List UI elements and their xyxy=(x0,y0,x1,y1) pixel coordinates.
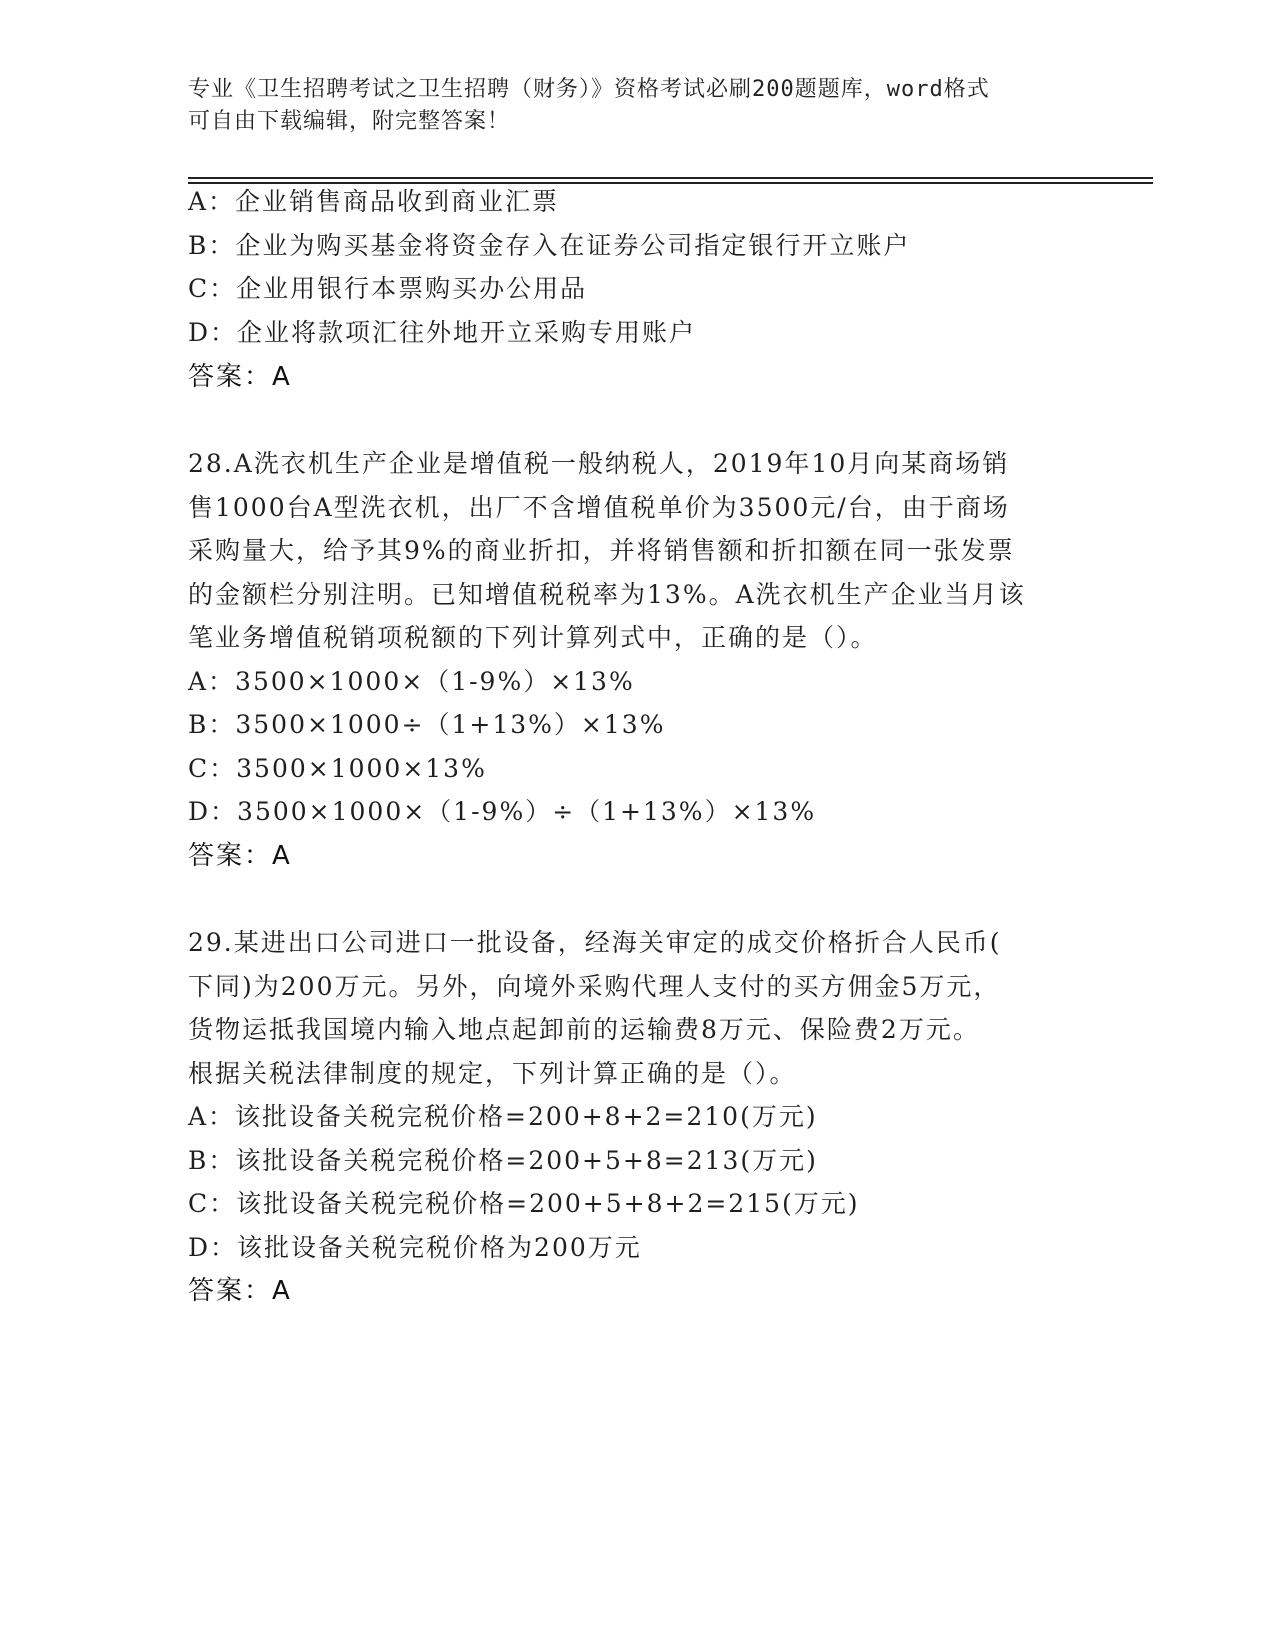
question-stem-line: 29.某进出口公司进口一批设备，经海关审定的成交价格折合人民币( xyxy=(188,928,1002,957)
question-stem-line: 采购量大，给予其9%的商业折扣，并将销售额和折扣额在同一张发票 xyxy=(188,536,1015,565)
option-a: A：3500×1000×（1-9%）×13% xyxy=(188,667,635,696)
document-header xyxy=(188,74,1068,138)
option-d: D：该批设备关税完税价格为200万元 xyxy=(188,1233,642,1262)
header-divider-bottom xyxy=(188,182,1153,184)
header-divider-top xyxy=(188,177,1153,179)
option-b: B：企业为购买基金将资金存入在证券公司指定银行开立账户 xyxy=(188,231,911,260)
option-c: C：该批设备关税完税价格=200+5+8+2=215(万元) xyxy=(188,1189,860,1218)
question-stem-line: 售1000台A型洗衣机，出厂不含增值税单价为3500元/台，由于商场 xyxy=(188,493,1010,522)
question-stem-line: 货物运抵我国境内输入地点起卸前的运输费8万元、保险费2万元。 xyxy=(188,1015,980,1044)
question-stem-line: 下同)为200万元。另外，向境外采购代理人支付的买方佣金5万元， xyxy=(188,972,1001,1001)
header-title-line-2: 可自由下载编辑，附完整答案！ xyxy=(188,109,511,134)
option-d: D：企业将款项汇往外地开立采购专用账户 xyxy=(188,318,697,347)
question-stem-line: 根据关税法律制度的规定，下列计算正确的是（）。 xyxy=(188,1059,797,1088)
option-d: D：3500×1000×（1-9%）÷（1+13%）×13% xyxy=(188,797,817,826)
option-b: B：3500×1000÷（1+13%）×13% xyxy=(188,710,666,739)
option-c: C：3500×1000×13% xyxy=(188,754,487,783)
question-stem-line: 的金额栏分别注明。已知增值税税率为13%。A洗衣机生产企业当月该 xyxy=(188,580,1026,609)
answer-label: 答案：A xyxy=(188,841,292,871)
option-a: A：该批设备关税完税价格=200+8+2=210(万元) xyxy=(188,1102,818,1131)
option-a: A：企业销售商品收到商业汇票 xyxy=(188,187,560,216)
question-stem-line: 28.A洗衣机生产企业是增值税一般纳税人，2019年10月向某商场销 xyxy=(188,449,1010,478)
header-title-line-1: 专业《卫生招聘考试之卫生招聘（财务）》资格考试必刷200题题库，word格式 xyxy=(188,77,990,102)
option-c: C：企业用银行本票购买办公用品 xyxy=(188,274,588,303)
option-b: B：该批设备关税完税价格=200+5+8=213(万元) xyxy=(188,1146,818,1175)
answer-label: 答案：A xyxy=(188,1276,292,1306)
answer-label: 答案：A xyxy=(188,362,292,392)
question-stem-line: 笔业务增值税销项税额的下列计算列式中，正确的是（）。 xyxy=(188,623,878,652)
